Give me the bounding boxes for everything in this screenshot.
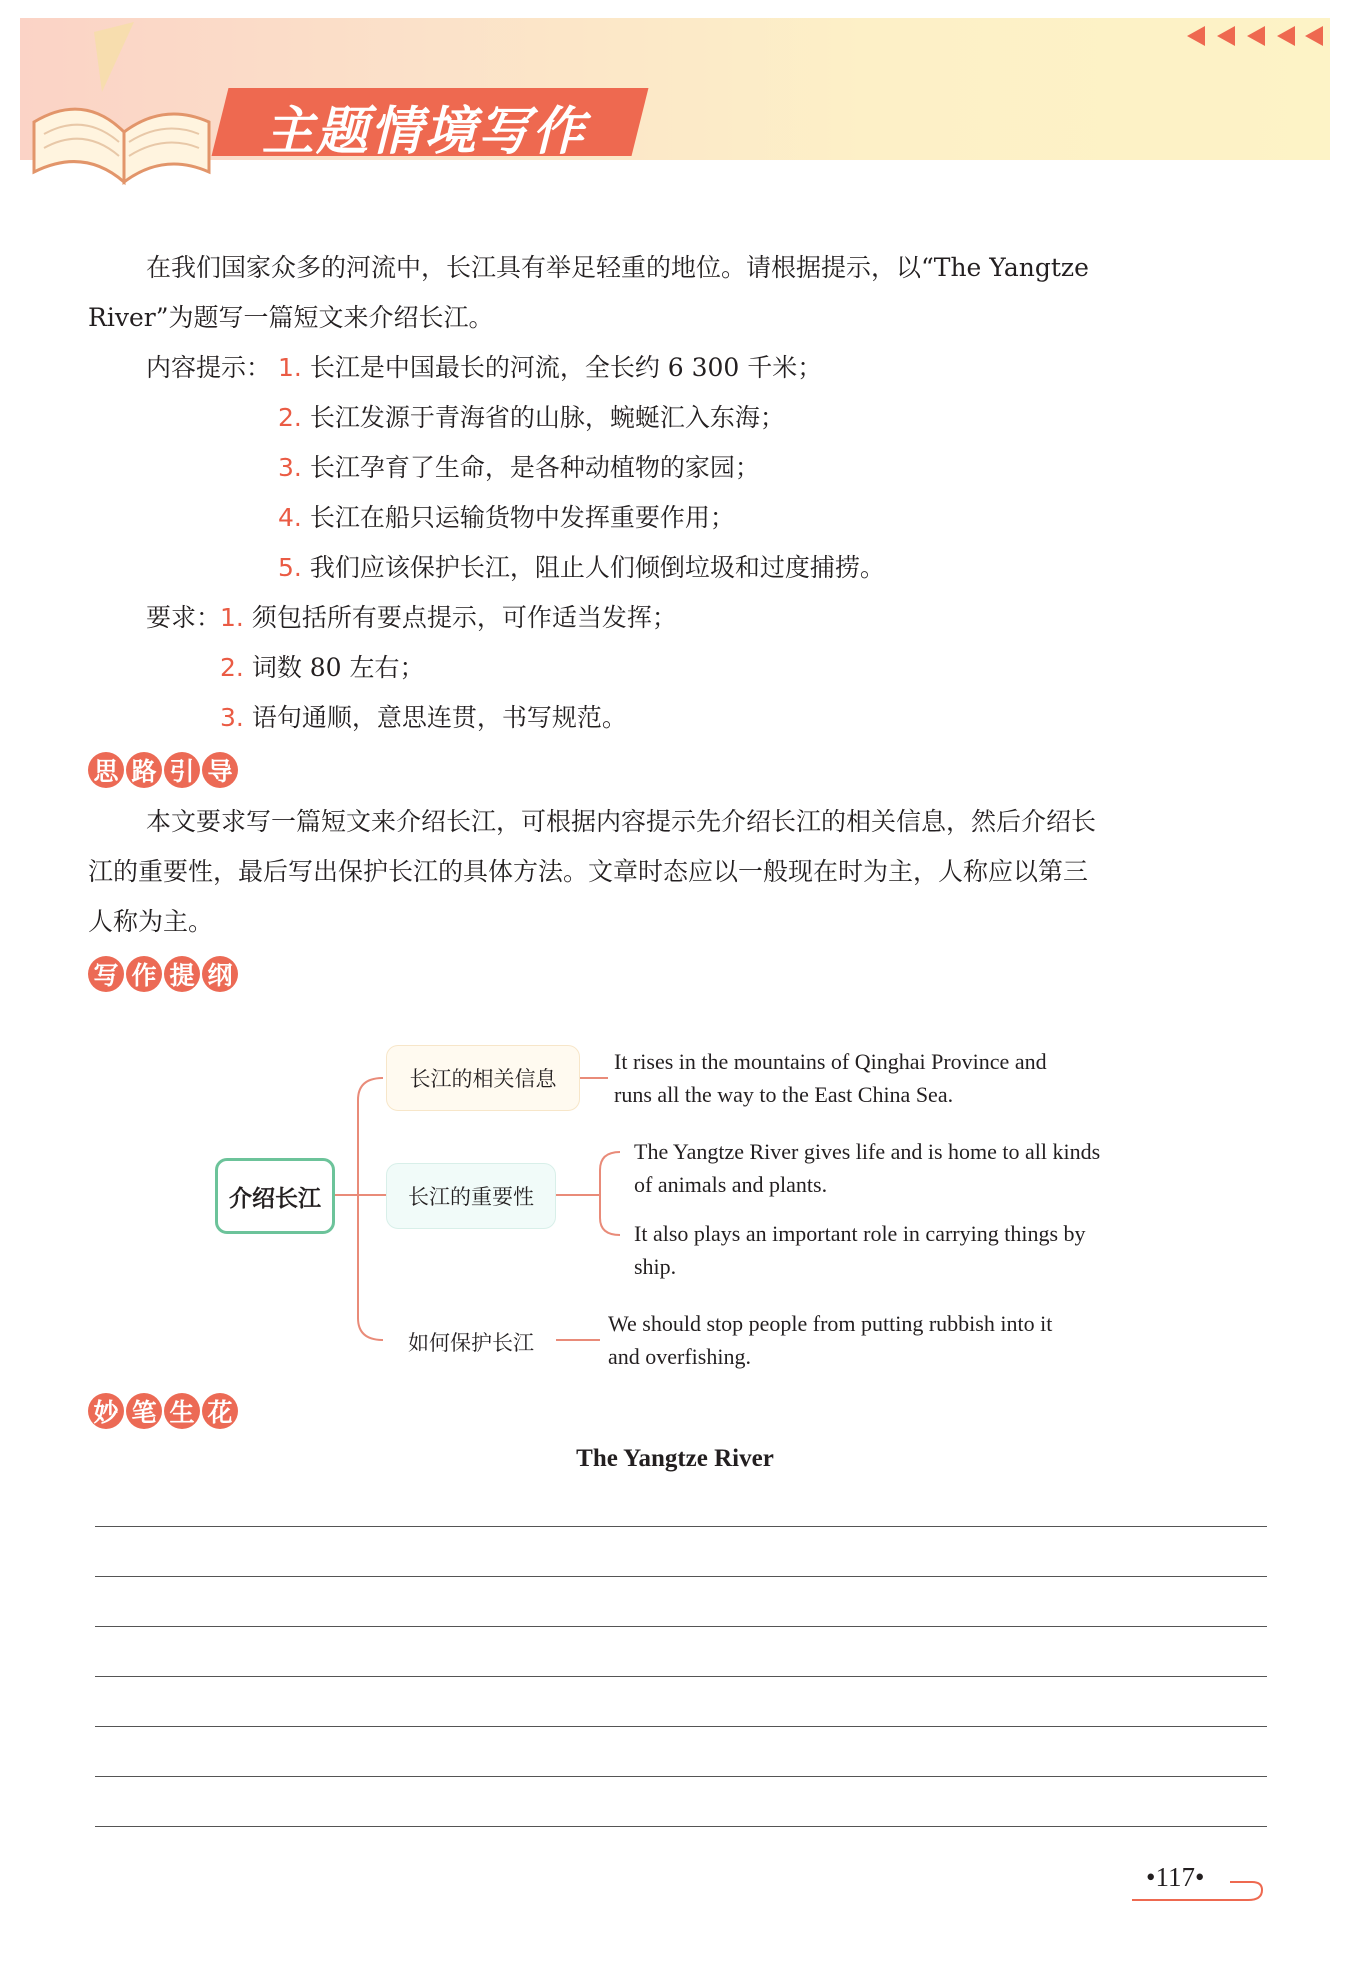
item-number: 3. xyxy=(220,703,244,732)
item-number: 1. xyxy=(220,603,244,632)
left-arrows-icon xyxy=(1175,22,1325,50)
requirement-item-1 xyxy=(220,593,677,643)
writing-line[interactable] xyxy=(95,1626,1267,1627)
label-char: 生 xyxy=(164,1393,200,1429)
prompt-line-2: River”为题写一篇短文来介绍长江。 xyxy=(88,303,494,332)
requirement-item-2 xyxy=(220,643,425,693)
outline-info-text xyxy=(614,1045,1047,1111)
item-number: 2. xyxy=(220,653,244,682)
content-item-5 xyxy=(278,543,885,593)
page-number: •117• xyxy=(1146,1862,1205,1892)
content-item-1 xyxy=(278,343,822,393)
label-char: 提 xyxy=(164,956,200,992)
outline-protect-text xyxy=(608,1307,1052,1373)
outline-branch-importance: 长江的重要性 xyxy=(386,1163,556,1229)
content-item-2 xyxy=(278,393,785,443)
label-char: 花 xyxy=(202,1393,238,1429)
label-char: 作 xyxy=(126,956,162,992)
outline-text-line: It also plays an important role in carrying things by xyxy=(634,1221,1086,1246)
writing-line[interactable] xyxy=(95,1826,1267,1827)
item-text: 长江发源于青海省的山脉，蜿蜒汇入东海； xyxy=(309,403,785,432)
item-number: 4. xyxy=(278,503,302,532)
item-number: 1. xyxy=(278,353,302,382)
label-char: 写 xyxy=(88,956,124,992)
page-number-underline-icon xyxy=(1130,1872,1270,1904)
item-number: 3. xyxy=(278,453,302,482)
writing-line[interactable] xyxy=(95,1726,1267,1727)
outline-text-line: ship. xyxy=(634,1254,677,1279)
outline-branch-protect: 如何保护长江 xyxy=(408,1331,534,1355)
guide-line-1: 本文要求写一篇短文来介绍长江，可根据内容提示先介绍长江的相关信息，然后介绍长 xyxy=(146,807,1097,836)
label-char: 笔 xyxy=(126,1393,162,1429)
item-text: 语句通顺，意思连贯，书写规范。 xyxy=(251,703,627,732)
outline-importance-text-a xyxy=(634,1135,1100,1201)
writing-line[interactable] xyxy=(95,1776,1267,1777)
label-char: 导 xyxy=(202,752,238,788)
content-item-4 xyxy=(278,493,735,543)
label-char: 路 xyxy=(126,752,162,788)
outline-text-line: and overfishing. xyxy=(608,1344,751,1369)
outline-text-line: We should stop people from putting rubbish into it xyxy=(608,1311,1053,1336)
guide-line-2: 江的重要性，最后写出保护长江的具体方法。文章时态应以一般现在时为主，人称应以第三 xyxy=(88,857,1089,886)
label-char: 引 xyxy=(164,752,200,788)
label-char: 妙 xyxy=(88,1393,124,1429)
writing-line[interactable] xyxy=(95,1676,1267,1677)
item-text: 词数 80 左右； xyxy=(251,653,425,682)
requirement-label: 要求： xyxy=(146,603,222,632)
item-text: 长江孕育了生命，是各种动植物的家园； xyxy=(309,453,760,482)
outline-importance-text-b xyxy=(634,1217,1086,1283)
requirement-item-3 xyxy=(220,693,627,743)
section-label-writing xyxy=(88,1393,238,1429)
outline-root-node: 介绍长江 xyxy=(215,1158,335,1234)
section-label-guide xyxy=(88,752,238,788)
prompt-line-1: 在我们国家众多的河流中，长江具有举足轻重的地位。请根据提示，以“The Yangtze xyxy=(146,253,1089,282)
content-item-3 xyxy=(278,443,760,493)
outline-text-line: of animals and plants. xyxy=(634,1172,828,1197)
outline-text-line: It rises in the mountains of Qinghai Province and xyxy=(614,1049,1047,1074)
page-title: 主题情境写作 xyxy=(262,102,587,162)
open-book-icon xyxy=(24,22,214,192)
item-number: 5. xyxy=(278,553,302,582)
item-number: 2. xyxy=(278,403,302,432)
essay-title: The Yangtze River xyxy=(576,1445,774,1472)
item-text: 我们应该保护长江，阻止人们倾倒垃圾和过度捕捞。 xyxy=(309,553,885,582)
item-text: 须包括所有要点提示，可作适当发挥； xyxy=(251,603,677,632)
guide-line-3: 人称为主。 xyxy=(88,907,214,936)
section-label-outline xyxy=(88,956,238,992)
item-text: 长江在船只运输货物中发挥重要作用； xyxy=(309,503,735,532)
outline-text-line: The Yangtze River gives life and is home to all kinds xyxy=(634,1139,1101,1164)
outline-text-line: runs all the way to the East China Sea. xyxy=(614,1082,954,1107)
label-char: 思 xyxy=(88,752,124,788)
outline-branch-info: 长江的相关信息 xyxy=(386,1045,580,1111)
content-label: 内容提示： xyxy=(146,353,272,382)
item-text: 长江是中国最长的河流，全长约 6 300 千米； xyxy=(309,353,823,382)
label-char: 纲 xyxy=(202,956,238,992)
writing-line[interactable] xyxy=(95,1576,1267,1577)
writing-line[interactable] xyxy=(95,1526,1267,1527)
